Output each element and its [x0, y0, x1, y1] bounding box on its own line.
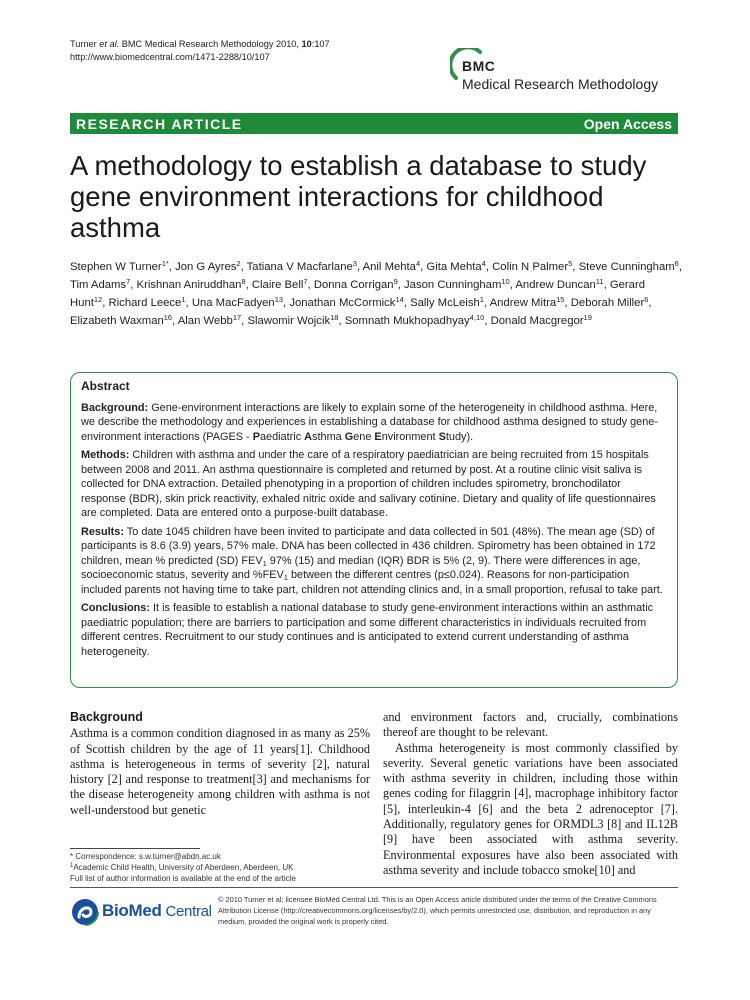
abstract-box	[70, 372, 678, 688]
conclusions-text: It is feasible to establish a national database to study gene-environment interactions within an asthmatic paediatric population; there are barriers to participation and some different characteristics in individuals recruited from different centres. Recruitment to our study continues and is anticipated to extend current understanding of asthma heterogeneity.	[81, 602, 654, 658]
author-name: Krishnan Aniruddhan	[136, 279, 242, 291]
author-separator: ,	[356, 261, 363, 273]
author-name: Anil Mehta	[362, 261, 416, 273]
author-name: Sally McLeish	[410, 297, 480, 309]
author-affiliation: 10	[501, 277, 510, 286]
author-separator: ,	[572, 261, 579, 273]
page-header	[70, 38, 680, 98]
body-paragraph: and environment factors and, crucially, combinations thereof are thought to be relevant.	[383, 710, 678, 740]
citation-etal: et al.	[99, 39, 120, 49]
author-name: Jason Cunningham	[404, 279, 502, 291]
author-affiliation: 18	[330, 313, 339, 322]
affiliation-note	[70, 862, 370, 873]
acronym-rest: ene	[353, 430, 375, 443]
footnote-divider	[70, 848, 200, 849]
author-separator: ,	[338, 315, 345, 327]
results-text: To date 1045 children have been invited to participate and data collected in 501 (48%). The mean age (SD) of participants is 8.6 (3.9) years, 57% male. DNA has been collected in 436 children. Spirometry has been obtained in 172 children, mean % predicted (SD) FEV	[81, 525, 656, 567]
author-name: Tim Adams	[70, 279, 127, 291]
body-column-left	[70, 710, 370, 818]
author-separator: ,	[564, 297, 571, 309]
methods-text: Children with asthma and under the care of a respiratory paediatrician are being recruited from 15 hospitals between 2008 and 2011. An asthma questionnaire is completed and returned by post. At a routine clinic visit saliva is collected for DNA extraction. Detailed phenotyping in a proportion of children includes spirometry, bronchodilator response (BDR), skin prick reactivity, exhaled nitric oxide and salivary cotinine. Dietary and quality of life questionnaires are completed. Data are entered onto a purpose-built database.	[81, 449, 656, 519]
author-separator: ,	[603, 279, 610, 291]
author-name: Alan Webb	[177, 315, 233, 327]
author-separator: ,	[483, 297, 490, 309]
author-name: Jonathan McCormick	[289, 297, 396, 309]
author-name: Claire Bell	[251, 279, 304, 291]
author-name: Deborah Miller	[570, 297, 645, 309]
author-separator: ,	[307, 279, 314, 291]
author-affiliation: 6	[644, 295, 649, 304]
author-separator: ,	[283, 297, 290, 309]
results-text: 97% (15) and median (IQR) BDR is 5% (2, 9). There were differences in age, socioeconomic status, severity and %FEV	[81, 554, 641, 581]
author-affiliation: 3	[352, 259, 357, 268]
conclusions-label: Conclusions:	[81, 602, 150, 614]
author-separator: ,	[420, 261, 427, 273]
body-column-right	[383, 710, 678, 878]
acronym-rest: tudy).	[445, 430, 474, 443]
author-separator: ,	[403, 297, 411, 309]
author-list	[70, 258, 682, 330]
background-text: Gene-environment interactions are likely to explain some of the heterogeneity in childhood asthma. Here, we describe the methodology and experiences in establishing a database for childhood asthma designed to study gene-environment interactions (PAGES -	[81, 401, 658, 443]
body-paragraph: Asthma heterogeneity is most commonly classified by severity. Several genetic variations have been associated with asthma severity in children, including those within genes coding for filaggrin [4], macrophage inhibitory factor [5], interleukin-4 [6] and the beta 2 adrenoceptor [7]. Additionally, regulatory genes for ORMDL3 [8] and IL12B [9] have been associated with asthma severity. Environmental exposures have also been associated with asthma severity and include tobacco smoke[10] and	[383, 740, 678, 877]
author-name: Richard Leece	[108, 297, 182, 309]
more-info-note: Full list of author information is available at the end of the article	[70, 874, 296, 883]
fev-subscript: 1	[262, 558, 267, 568]
affiliation-number: 1	[70, 863, 74, 869]
fev-subscript: 1	[283, 573, 288, 582]
author-affiliation: 17	[232, 313, 242, 322]
author-name: Slawomir Wojcik	[247, 315, 331, 327]
author-separator: ,	[397, 279, 405, 291]
author-name: Andrew Duncan	[515, 279, 596, 291]
author-separator: ,	[648, 297, 652, 309]
author-affiliation: 2	[236, 259, 241, 268]
bottom-divider	[70, 887, 678, 888]
author-name: Andrew Mitra	[489, 297, 557, 309]
body-paragraph: Asthma is a common condition diagnosed in as many as 25% of Scottish children by the age of 11 years[1]. Childhood asthma is heterogeneous in terms of severity [2], natural history [2] and response to treatment[3] and mechanisms for the disease heterogeneity among children with asthma is not well-understood but genetic	[70, 726, 370, 817]
acronym-letter: A	[304, 430, 313, 443]
author-name: Somnath Mukhopadhyay	[344, 315, 470, 327]
biomed-central-logo	[70, 895, 220, 927]
citation-journal: BMC Medical Research Methodology	[119, 39, 274, 49]
journal-logo	[450, 48, 680, 94]
biomed-wordmark-light: Central	[161, 903, 212, 920]
author-separator: ,	[185, 297, 192, 309]
author-affiliation: 4	[415, 259, 421, 268]
footnotes	[70, 851, 370, 884]
journal-name: Medical Research Methodology	[462, 76, 659, 92]
affiliation-text: Academic Child Health, University of Aberdeen, Aberdeen, UK	[73, 863, 294, 872]
author-affiliation: 4	[481, 259, 486, 268]
author-separator: ,	[484, 315, 491, 327]
citation-author: Turner	[70, 39, 100, 49]
author-affiliation: 14	[395, 295, 404, 304]
author-affiliation: 7	[126, 277, 131, 286]
acronym-letter: E	[374, 430, 382, 443]
acronym-rest: aediatric	[259, 430, 305, 443]
license-text: © 2010 Turner et al; licensee BioMed Central Ltd. This is an Open Access article distributed under the terms of the Creative Commons Attribution License (http://creativecommons.org/licenses/by/2.0), which permits unrestricted use, distribution, and reproduction in any medium, provided the original work is properly cited.	[218, 895, 657, 926]
acronym-letter: S	[438, 430, 446, 443]
author-affiliation: 13	[274, 295, 284, 304]
author-affiliation: 19	[583, 313, 592, 322]
abstract-background	[81, 401, 667, 445]
abstract-heading: Abstract	[81, 379, 130, 393]
author-separator: ,	[241, 315, 248, 327]
article-type-banner	[70, 113, 678, 134]
author-name: Colin N Palmer	[492, 261, 569, 273]
author-affiliation: 1*	[161, 259, 169, 268]
citation-url[interactable]: http://www.biomedcentral.com/1471-2288/10/107	[70, 52, 270, 62]
author-name: Donald Macgregor	[490, 315, 584, 327]
author-affiliation: 9	[393, 277, 398, 286]
author-separator: ,	[168, 261, 176, 273]
author-affiliation: 1	[181, 295, 186, 304]
author-name: Una MacFadyen	[191, 297, 275, 309]
results-text: between the different centres (p≤0.024). Reasons for non-participation included parents not having time to take part, children not attending clinics and, in a small proportion, refusal to take part.	[81, 569, 663, 596]
acronym-letter: P	[252, 430, 260, 443]
methods-label: Methods:	[81, 449, 130, 461]
abstract-methods	[81, 448, 667, 521]
correspondence-email[interactable]: s.w.turner@abdn.ac.uk	[138, 852, 221, 861]
abstract-results	[81, 525, 667, 598]
biomed-wordmark	[102, 901, 212, 921]
acronym-rest: sthma	[312, 430, 345, 443]
author-affiliation: 5	[568, 259, 573, 268]
author-affiliation: 7	[303, 277, 308, 286]
author-separator: ,	[240, 261, 247, 273]
correspondence-mark: * Correspondence:	[70, 852, 139, 861]
biomed-swirl-icon	[70, 897, 100, 927]
author-affiliation: 6	[674, 259, 679, 268]
correspondence-note	[70, 851, 370, 862]
author-name: Gerard Hunt	[70, 279, 646, 309]
citation-article: :107	[311, 39, 330, 49]
author-separator: ,	[172, 315, 178, 327]
article-type: RESEARCH ARTICLE	[76, 115, 243, 132]
author-affiliation: 16	[163, 313, 173, 322]
author-separator: ,	[485, 261, 493, 273]
author-separator: ,	[509, 279, 516, 291]
biomed-wordmark-bold: BioMed	[102, 901, 162, 920]
author-name: Steve Cunningham	[578, 261, 675, 273]
author-separator: ,	[245, 279, 252, 291]
author-affiliation: 1	[479, 295, 484, 304]
author-affiliation: 15	[556, 295, 565, 304]
author-name: Tatiana V Macfarlane	[246, 261, 353, 273]
author-separator: ,	[678, 261, 682, 273]
author-name: Jon G Ayres	[175, 261, 237, 273]
author-name: Elizabeth Waxman	[70, 315, 164, 327]
author-separator: ,	[130, 279, 137, 291]
author-name: Stephen W Turner	[70, 261, 162, 273]
author-affiliation: 8	[241, 277, 246, 286]
citation-volume: 10	[301, 39, 312, 49]
author-name: Gita Mehta	[426, 261, 482, 273]
open-access-label: Open Access	[583, 115, 672, 132]
journal-brand: BMC	[462, 58, 496, 74]
results-label: Results:	[81, 525, 124, 538]
author-affiliation: 4,10	[469, 313, 485, 322]
article-title: A methodology to establish a database to study gene environment interactions for childhood asthma	[70, 150, 647, 243]
acronym-letter: G	[344, 430, 354, 443]
acronym-rest: nvironment	[381, 430, 439, 443]
citation-year: 2010,	[273, 39, 302, 49]
background-label: Background:	[81, 401, 149, 414]
abstract-conclusions	[81, 601, 667, 659]
author-name: Donna Corrigan	[313, 279, 394, 291]
section-heading: Background	[70, 710, 143, 724]
author-affiliation: 11	[595, 277, 604, 286]
author-affiliation: 12	[93, 295, 103, 304]
author-separator: ,	[102, 297, 109, 309]
